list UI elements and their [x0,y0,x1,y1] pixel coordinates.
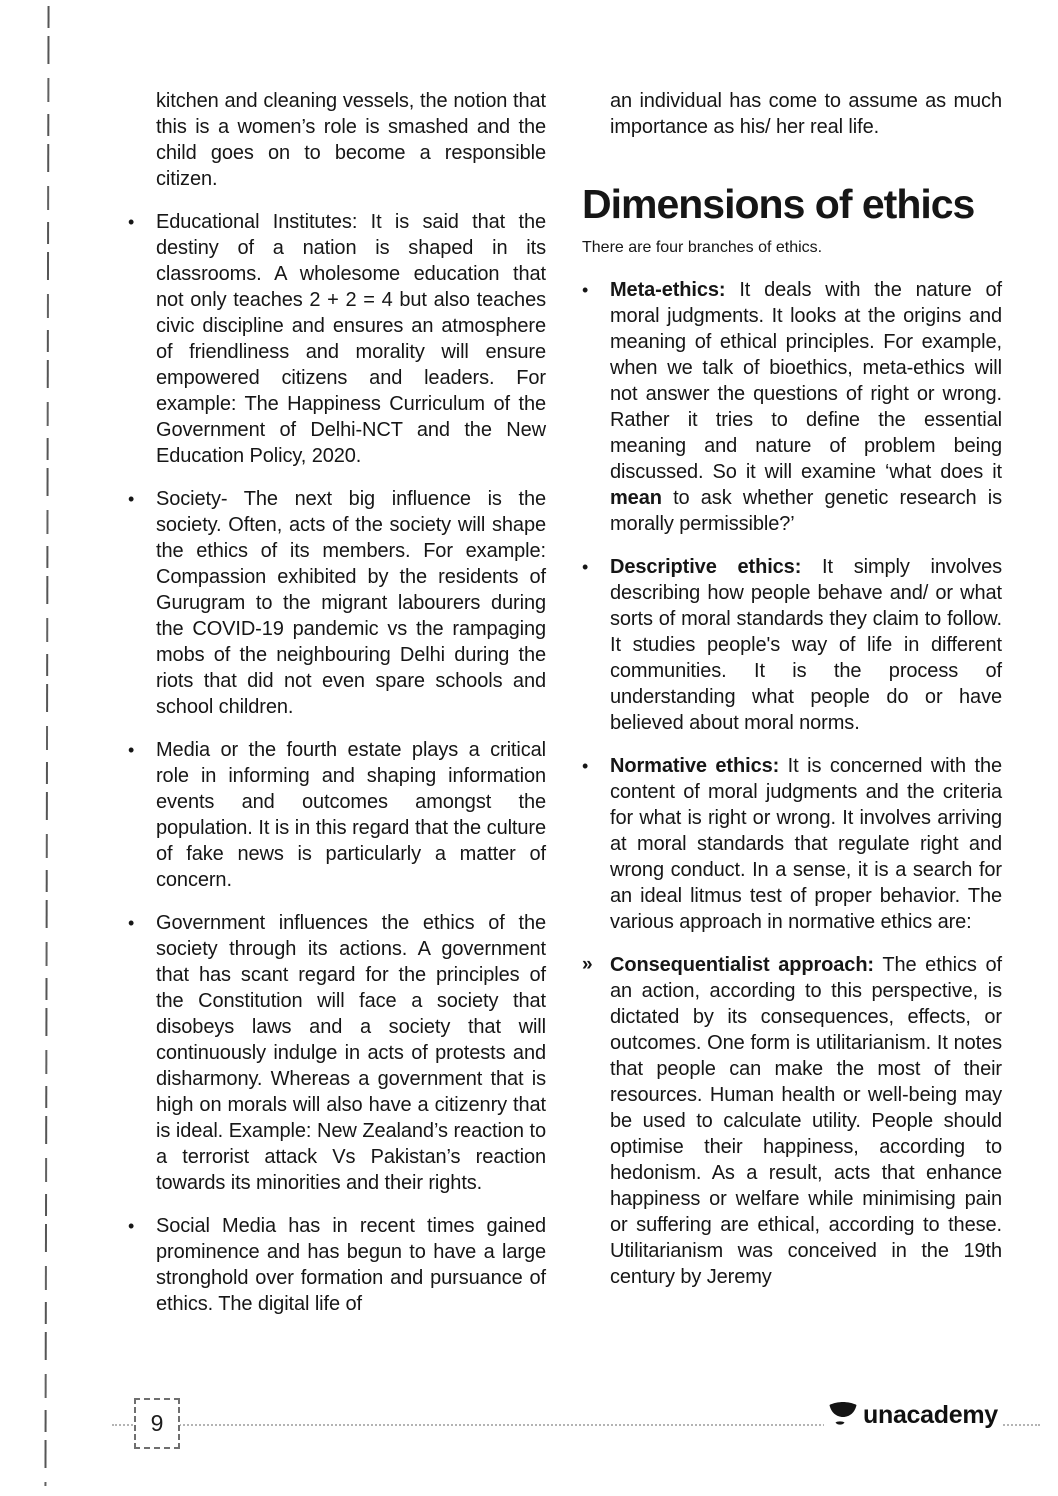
bullet-text [610,277,1002,537]
indent-spacer [582,88,610,140]
bullet-body: to ask whether genetic research is morally permissible?’ [610,487,1002,535]
section-heading: Dimensions of ethics [582,181,975,227]
bold-word: mean [610,487,662,509]
bullet-text [610,554,1002,736]
bullet-item-government [128,910,546,1196]
page-number-box [134,1398,180,1449]
bullet-icon: • [128,1216,135,1236]
continuation-paragraph [582,88,1002,140]
section-intro: There are four branches of ethics. [582,239,823,256]
paragraph-text: an individual has come to assume as much importance as his/ her real life. [610,90,1002,138]
bullet-text: Government influences the ethics of the society through its actions. A government that has scant regard for the principles of the Constitution will face a society that disobeys laws and a society that will continuously indulge in acts of protests and disharmony. Whereas a government that is high on morals will also have a citizenry that is ideal. Example: New Zealand’s reaction to a terrorist attack Vs Pakistan’s reaction towards its minorities and their rights. [156,912,546,1194]
torn-edge-line [44,6,49,1486]
bullet-body: It deals with the nature of moral judgments. It looks at the origins and meaning of ethical principles. For example, when we talk of bioethics, meta-ethics will not answer the questions of right or wrong. Rather it tries to define the essential meaning and nature of problem being discussed. So it will examine ‘what does it [610,279,1002,483]
bullet-text [610,952,1002,1290]
right-column [582,88,1002,1334]
two-column-layout [128,88,1002,1334]
bullet-icon: • [128,740,135,760]
bullet-icon: • [582,756,589,776]
double-chevron-icon: » [582,954,593,975]
page-number: 9 [150,1410,164,1436]
bullet-text: Educational Institutes: It is said that the destiny of a nation is shaped in its classrooms. A wholesome education that not only teaches 2 + 2 = 4 but also teaches civic discipline and ensures an atmosphere of friendliness and morality will ensure empowered citizens and leaders. For example: The Happiness Curriculum of the Government of Delhi-NCT and the New Education Policy, 2020. [156,211,546,467]
bullet-icon: • [128,489,135,509]
bullet-item-social-media [128,1213,546,1317]
left-column [128,88,546,1334]
unacademy-logo-icon [828,1399,858,1431]
bullet-item-society [128,486,546,720]
bullet-icon: • [582,557,589,577]
bullet-item-descriptive-ethics [582,554,1002,736]
bullet-lead: Meta-ethics: [610,279,726,301]
bullet-item-meta-ethics [582,277,1002,537]
bullet-lead: Descriptive ethics: [610,556,802,578]
bullet-text [610,753,1002,935]
bullet-text: Media or the fourth estate plays a critical role in informing and shaping information events and outcomes amongst the population. It is in this regard that the culture of fake news is particularly a matter of concern. [156,739,546,891]
brand-name: unacademy [863,1400,998,1429]
sub-bullet-consequentialist-approach [582,952,1002,1290]
bullet-text: Society- The next big influence is the society. Often, acts of the society will shape the ethics of its members. For example: Compassion exhibited by the residents of Gurugram to the migrant labourers during the COVID-19 pandemic vs the rampaging mobs of the neighbouring Delhi during the riots that did not even spare schools and school children. [156,488,546,718]
bullet-item-educational-institutes [128,209,546,469]
paragraph-text: kitchen and cleaning vessels, the notion that this is a women’s role is smashed and the child goes on to become a responsible citizen. [156,90,546,190]
bullet-text: Social Media has in recent times gained prominence and has begun to have a large stronghold over formation and pursuance of ethics. The digital life of [156,1215,546,1315]
brand-lockup [824,1399,1002,1431]
bullet-icon: • [128,212,135,232]
continuation-paragraph [128,88,546,192]
bullet-body: It is concerned with the content of moral judgments and the criteria for what is right or wrong. It involves arriving at moral standards that regulate right and wrong conduct. In a sense, it is a search for an ideal litmus test of proper behavior. The various approach in normative ethics are: [610,755,1003,933]
bullet-lead: Normative ethics: [610,755,780,777]
bullet-body: It simply involves describing how people behave and/ or what sorts of moral standards they claim to follow. It studies people's way of life in different communities. It is the process of understanding what people do or have believed about moral norms. [610,556,1003,734]
indent-spacer [128,88,156,192]
bullet-lead: Consequentialist approach: [610,954,874,976]
bullet-body: The ethics of an action, according to this perspective, is dictated by its consequences, effects, or outcomes. One form is utilitarianism. It notes that people can make the most of their resources. Human health or well-being may be used to calculate utility. People should optimise their happiness, according to hedonism. As a result, acts that enhance happiness or welfare while minimising pain or suffering are ethical, according to these. Utilitarianism was conceived in the 19th century by Jeremy [610,954,1002,1288]
bullet-icon: • [582,280,589,300]
bullet-item-media [128,737,546,893]
bullet-item-normative-ethics [582,753,1002,935]
bullet-icon: • [128,913,135,933]
